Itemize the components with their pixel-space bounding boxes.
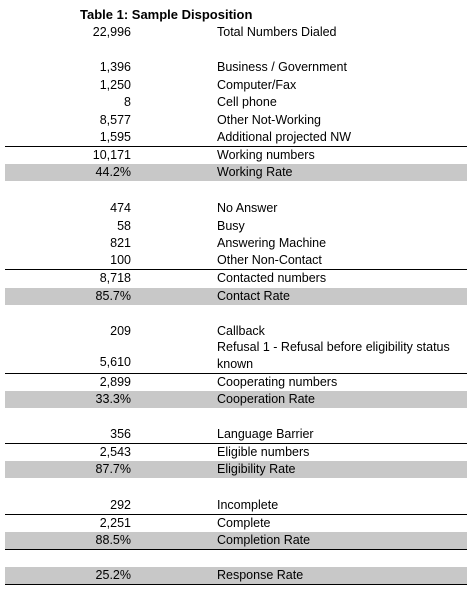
table-row (5, 443, 467, 461)
row-value: 292 (110, 498, 131, 512)
row-label: Callback (217, 324, 265, 338)
row-value: 2,251 (99, 516, 131, 530)
row-label: Eligible numbers (217, 445, 310, 459)
table-row (5, 129, 467, 146)
row-label: Computer/Fax (217, 78, 297, 92)
row-label: Working numbers (217, 148, 315, 162)
row-label: Contacted numbers (217, 271, 327, 285)
row-value: 356 (110, 427, 131, 441)
rate-value: 44.2% (95, 165, 131, 179)
row-label: Refusal 1 - Refusal before eligibility status known (217, 340, 450, 371)
row-label: Total Numbers Dialed (217, 25, 337, 39)
rate-row (5, 164, 467, 181)
row-value: 22,996 (92, 25, 131, 39)
row-value: 58 (117, 219, 131, 233)
rate-label: Completion Rate (217, 533, 311, 547)
rate-row (5, 532, 467, 550)
table-row (5, 340, 467, 371)
rate-value: 87.7% (95, 462, 131, 476)
rate-label: Contact Rate (217, 289, 290, 303)
table-row (5, 94, 467, 111)
table-row (5, 426, 467, 443)
row-value: 821 (110, 236, 131, 250)
table-row (5, 77, 467, 94)
table-row (5, 252, 467, 269)
table-row (5, 373, 467, 391)
row-value: 1,595 (99, 130, 131, 144)
table-row (5, 146, 467, 164)
row-value: 1,250 (99, 78, 131, 92)
row-value: 8,577 (99, 113, 131, 127)
row-label: Cell phone (217, 95, 277, 109)
row-label: Cooperating numbers (217, 375, 338, 389)
row-value: 8,718 (99, 271, 131, 285)
row-label: Language Barrier (217, 427, 314, 441)
row-value: 10,171 (92, 148, 131, 162)
row-label: Other Non-Contact (217, 253, 322, 267)
rate-row (5, 461, 467, 478)
rate-value: 25.2% (95, 568, 131, 582)
rate-row (5, 567, 467, 585)
rate-row (5, 391, 467, 408)
row-value: 2,543 (99, 445, 131, 459)
row-value: 209 (110, 324, 131, 338)
rate-label: Eligibility Rate (217, 462, 296, 476)
row-label: Answering Machine (217, 236, 327, 250)
row-value: 1,396 (99, 60, 131, 74)
row-value: 5,610 (99, 355, 131, 369)
row-label: No Answer (217, 201, 278, 215)
row-label: Complete (217, 516, 271, 530)
row-value: 474 (110, 201, 131, 215)
row-label: Business / Government (217, 60, 347, 74)
rate-label: Working Rate (217, 165, 293, 179)
table-title: Table 1: Sample Disposition (80, 7, 253, 22)
table-row (5, 514, 467, 532)
rate-value: 88.5% (95, 533, 131, 547)
rate-label: Cooperation Rate (217, 392, 315, 406)
row-value: 8 (124, 95, 131, 109)
rate-row (5, 288, 467, 305)
table-row (5, 497, 467, 514)
rate-value: 85.7% (95, 289, 131, 303)
table-row (5, 235, 467, 252)
row-value: 2,899 (99, 375, 131, 389)
row-label: Incomplete (217, 498, 279, 512)
table-row (5, 323, 467, 340)
row-label: Busy (217, 219, 245, 233)
row-label: Other Not-Working (217, 113, 321, 127)
table-row (5, 200, 467, 217)
table-row (5, 112, 467, 129)
table-row (5, 218, 467, 235)
table-row (5, 59, 467, 76)
row-value: 100 (110, 253, 131, 267)
table-row (5, 24, 467, 41)
table-row (5, 269, 467, 287)
rate-value: 33.3% (95, 392, 131, 406)
rate-label: Response Rate (217, 568, 304, 582)
row-label: Additional projected NW (217, 130, 352, 144)
